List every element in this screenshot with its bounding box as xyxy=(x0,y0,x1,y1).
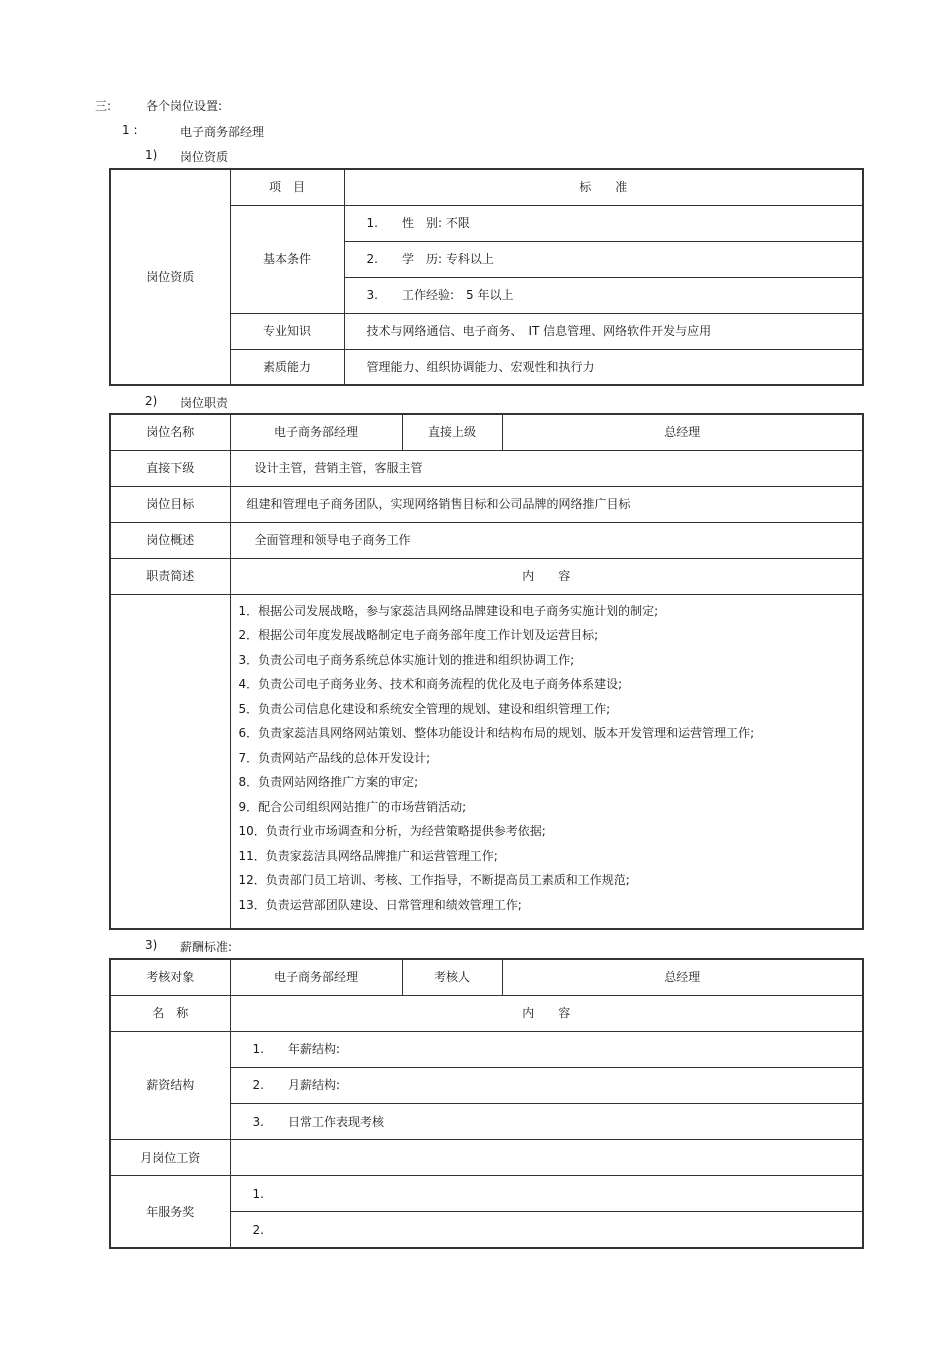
knowledge-value: 技术与网络通信、电子商务、 IT 信息管理、网络软件开发与应用 xyxy=(344,313,863,349)
salary-item: 1. 年薪结构: xyxy=(230,1031,863,1067)
salary-structure-label: 薪资结构 xyxy=(110,1031,230,1139)
position-heading xyxy=(122,123,265,139)
duty-item: 1．根据公司发展战略，参与家蕊洁具网络品牌建设和电子商务实施计划的制定; xyxy=(238,603,659,618)
content-header: 内 容 xyxy=(230,995,863,1031)
supervisor-label: 直接上级 xyxy=(402,414,502,450)
monthly-wage-label: 月岗位工资 xyxy=(110,1140,230,1176)
subsection-3-heading xyxy=(145,938,233,954)
subordinates-value: 设计主管，营销主管，客服主管 xyxy=(230,450,863,486)
subsection-title: 岗位资质 xyxy=(180,150,229,164)
duty-item: 5．负责公司信息化建设和系统安全管理的规划、建设和组织管理工作; xyxy=(238,701,611,716)
ability-value: 管理能力、组织协调能力、宏观性和执行力 xyxy=(344,349,863,385)
duty-item: 7．负责网站产品线的总体开发设计; xyxy=(238,750,431,765)
qualification-row-label: 岗位资质 xyxy=(110,169,230,385)
duty-item: 10．负责行业市场调查和分析，为经营策略提供参考依据; xyxy=(238,824,546,838)
duty-item: 12．负责部门员工培训、考核、工作指导，不断提高员工素质和工作规范; xyxy=(238,873,630,887)
duty-item: 8．负责网站网络推广方案的审定; xyxy=(238,775,419,789)
duty-item: 11．负责家蕊洁具网络品牌推广和运营管理工作; xyxy=(238,848,498,863)
position-name-value: 电子商务部经理 xyxy=(230,414,402,450)
qualification-table xyxy=(109,168,864,386)
salary-item: 3. 日常工作表现考核 xyxy=(230,1104,863,1140)
subsection-number: 1) xyxy=(145,148,158,162)
annual-award-item: 1. xyxy=(230,1176,863,1212)
assessor-value: 总经理 xyxy=(502,959,863,995)
annual-award-label: 年服务奖 xyxy=(110,1176,230,1248)
duties-table xyxy=(109,413,864,930)
col-item-header: 项 目 xyxy=(230,169,344,205)
ability-label: 素质能力 xyxy=(230,349,344,385)
position-number: 1 : xyxy=(122,123,138,137)
goal-value: 组建和管理电子商务团队，实现网络销售目标和公司品牌的网络推广目标 xyxy=(230,486,863,522)
basic-conditions-label: 基本条件 xyxy=(230,205,344,313)
target-value: 电子商务部经理 xyxy=(230,959,402,995)
duties-list xyxy=(230,594,863,929)
subsection-title: 薪酬标准: xyxy=(180,940,233,954)
duty-item: 2．根据公司年度发展战略制定电子商务部年度工作计划及运营目标; xyxy=(238,628,599,642)
subsection-1-heading xyxy=(145,148,229,164)
basic-condition-item: 1. 性 别: 不限 xyxy=(344,205,863,241)
pay-table xyxy=(109,958,864,1249)
duty-item: 3．负责公司电子商务系统总体实施计划的推进和组织协调工作; xyxy=(238,652,575,667)
section-heading xyxy=(95,97,223,114)
brief-label: 职责简述 xyxy=(110,558,230,594)
summary-value: 全面管理和领导电子商务工作 xyxy=(230,522,863,558)
duty-item: 9．配合公司组织网站推广的市场营销活动; xyxy=(238,799,467,814)
subsection-2-heading xyxy=(145,394,229,410)
name-label: 名 称 xyxy=(110,995,230,1031)
monthly-wage-value xyxy=(230,1140,863,1176)
position-name-label: 岗位名称 xyxy=(110,414,230,450)
col-standard-header: 标 准 xyxy=(344,169,863,205)
duties-blank-cell xyxy=(110,594,230,929)
annual-award-item: 2. xyxy=(230,1212,863,1248)
section-number: 三: xyxy=(95,99,112,113)
supervisor-value: 总经理 xyxy=(502,414,863,450)
position-title: 电子商务部经理 xyxy=(180,125,265,139)
subsection-number: 2) xyxy=(145,394,158,408)
goal-label: 岗位目标 xyxy=(110,486,230,522)
salary-item: 2. 月薪结构: xyxy=(230,1067,863,1103)
summary-label: 岗位概述 xyxy=(110,522,230,558)
content-header: 内 容 xyxy=(230,558,863,594)
subsection-number: 3) xyxy=(145,938,158,952)
assessor-label: 考核人 xyxy=(402,959,502,995)
subordinates-label: 直接下级 xyxy=(110,450,230,486)
basic-condition-item: 3. 工作经验: 5 年以上 xyxy=(344,277,863,313)
section-title: 各个岗位设置: xyxy=(146,99,223,113)
knowledge-label: 专业知识 xyxy=(230,313,344,349)
duty-item: 13．负责运营部团队建设、日常管理和绩效管理工作; xyxy=(238,897,522,912)
subsection-title: 岗位职责 xyxy=(180,396,229,410)
duty-item: 4．负责公司电子商务业务、技术和商务流程的优化及电子商务体系建设; xyxy=(238,677,623,691)
duty-item: 6．负责家蕊洁具网络网站策划、整体功能设计和结构布局的规划、版本开发管理和运营管理工作; xyxy=(238,726,755,740)
target-label: 考核对象 xyxy=(110,959,230,995)
basic-condition-item: 2. 学 历: 专科以上 xyxy=(344,241,863,277)
